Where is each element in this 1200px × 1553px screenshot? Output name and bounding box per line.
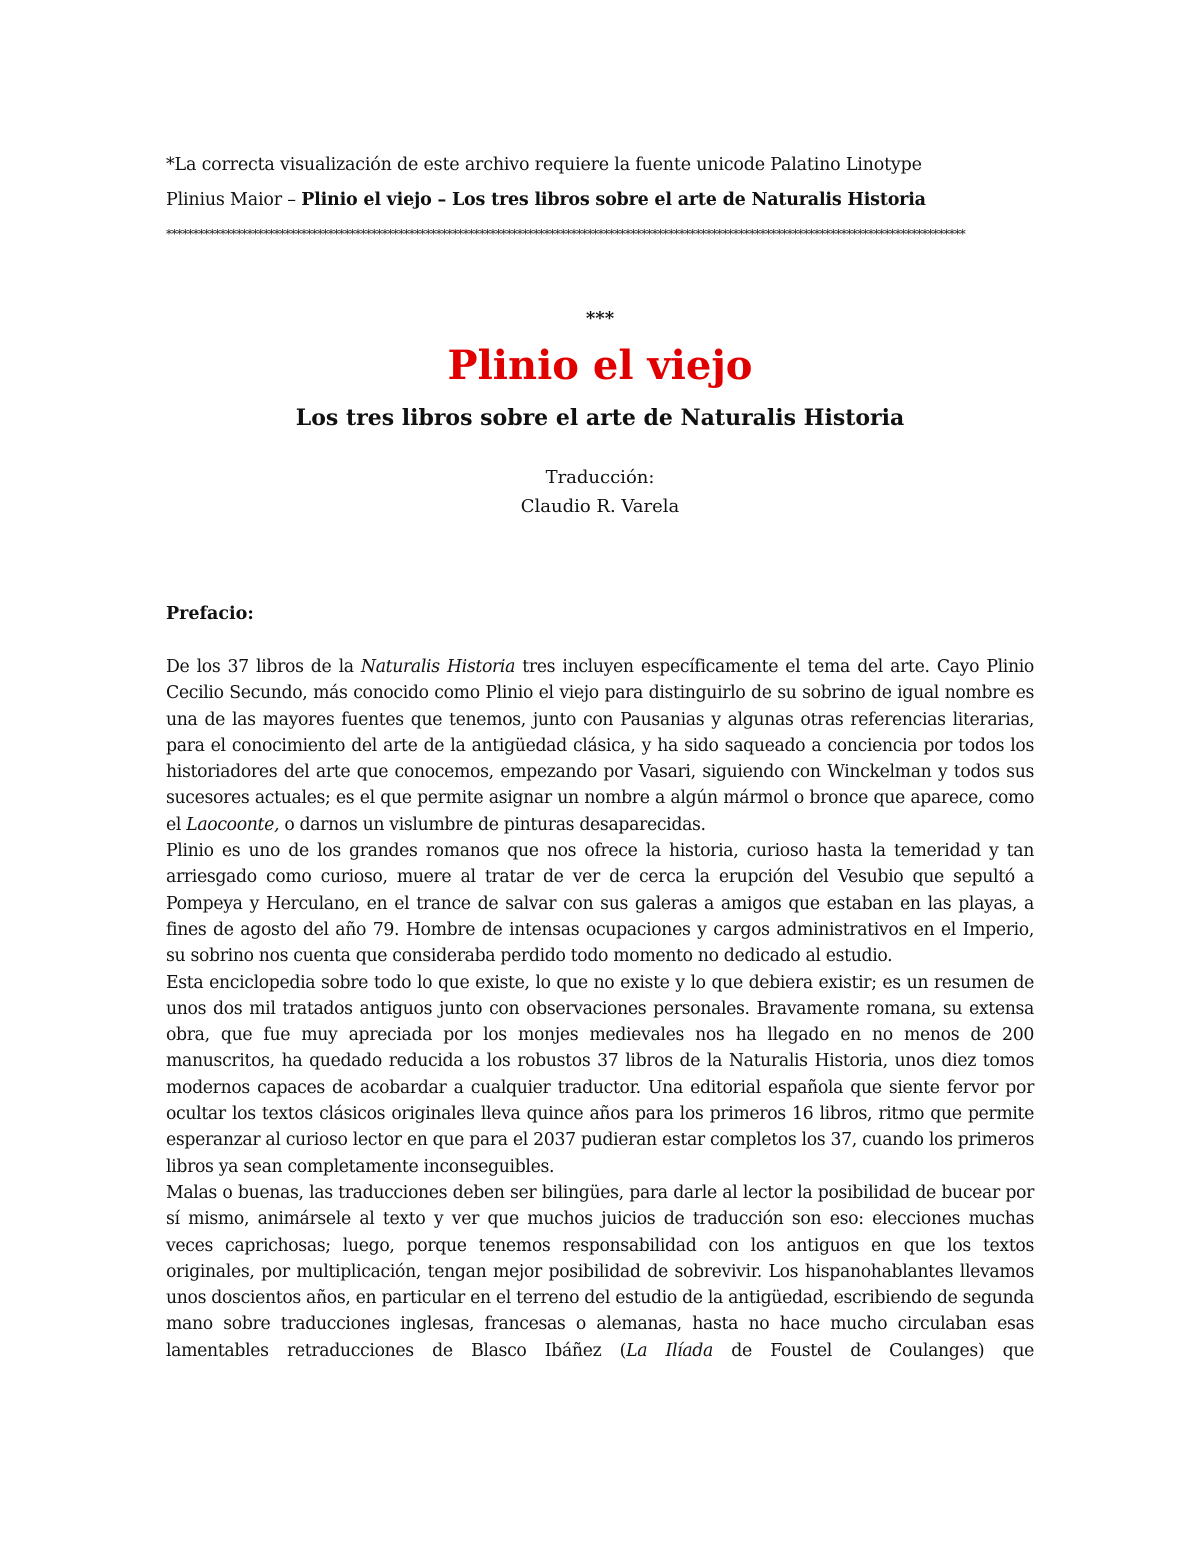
preface-paragraph [166, 838, 1034, 969]
translator-name: Claudio R. Varela [520, 496, 680, 517]
translation-label: Traducción: [545, 467, 655, 488]
italic-title-text: La Ilíada [626, 1340, 713, 1361]
paragraph-text: tres incluyen específicamente el tema del arte. Cayo Plinio Cecilio Secundo, más conocido como Plinio el viejo para distinguirlo de su sobrino de igual nombre es una de las mayores fuentes que tenemos, junto con Pausanias y algunas otras referencias literarias, para el conocimiento del arte de la antigüedad clásica, y ha sido saqueado a conciencia por todos los historiadores del arte que conocemos, empezando por Vasari, siguiendo con Winckelman y todos sus sucesores actuales; es el que permite asignar un nombre a algún mármol o bronce que aparece, como el [166, 657, 1034, 835]
document-title: Plinio el viejo [447, 342, 753, 389]
asterisk-divider: **************************************************************************************************************************************************** [166, 227, 966, 241]
preface-heading: Prefacio: [166, 604, 254, 624]
font-note: *La correcta visualización de este archivo requiere la fuente unicode Palatino Linotype [166, 155, 922, 175]
header-dash: – [281, 190, 302, 210]
section-separator: *** [585, 308, 615, 329]
paragraph-text: o darnos un vislumbre de pinturas desaparecidas. [279, 814, 706, 835]
header-subtitle: Los tres libros sobre el arte de Naturalis Historia [451, 190, 926, 210]
italic-title-text: Laocoonte, [186, 814, 280, 835]
paragraph-text: Plinio es uno de los grandes romanos que nos ofrece la historia, curioso hasta la temeridad y tan arriesgado como curioso, muere al tratar de ver de cerca la erupción del Vesubio que sepultó a Pompeya y Herculano, en el trance de salvar con sus galeras a amigos que estaban en las playas, a fines de agosto del año 79. Hombre de intensas ocupaciones y cargos administrativos en el Imperio, su sobrino nos cuenta que consideraba perdido todo momento no dedicado al estudio. [166, 841, 1034, 967]
preface-paragraph [166, 1180, 1034, 1364]
paragraph-text: Malas o buenas, las traducciones deben ser bilingües, para darle al lector la posibilidad de bucear por sí mismo, animársele al texto y ver que muchos juicios de traducción son eso: elecciones muchas veces caprichosas; luego, porque tenemos responsabilidad con los antiguos en que los textos originales, por multiplicación, tengan mejor posibilidad de sobrevivir. Los hispanohablantes llevamos unos doscientos años, en particular en el terreno del estudio de la antigüedad, escribiendo de segunda mano sobre traducciones inglesas, francesas o alemanas, hasta no hace mucho circulaban esas lamentables retraducciones de Blasco Ibáñez ( [166, 1182, 1034, 1361]
running-header [166, 188, 926, 212]
header-dash-bold: – [431, 190, 452, 210]
paragraph-text: Esta enciclopedia sobre todo lo que existe, lo que no existe y lo que debiera existir; es un resumen de unos dos mil tratados antiguos junto con observaciones personales. Bravamente romana, su extensa obra, que fue muy apreciada por los monjes medievales nos ha llegado en no menos de 200 manuscritos, ha quedado reducida a los robustos 37 libros de la Naturalis Historia, unos diez tomos modernos capaces de acobardar a cualquier traductor. Una editorial española que siente fervor por ocultar los textos clásicos originales lleva quince años para los primeros 16 libros, ritmo que permite esperanzar al curioso lector en que para el 2037 pudieran estar completos los 37, cuando los primeros libros ya sean completamente inconseguibles. [166, 972, 1034, 1177]
document-subtitle: Los tres libros sobre el arte de Naturalis Historia [295, 405, 905, 431]
italic-title-text: Naturalis Historia [360, 657, 516, 677]
document-page [166, 0, 1034, 1553]
paragraph-text: de Foustel de Coulanges) que [712, 1340, 1035, 1361]
preface-paragraph [166, 654, 1034, 838]
preface-body [166, 654, 1034, 1364]
header-author-latin: Plinius Maior [166, 190, 282, 210]
paragraph-text: De los 37 libros de la [166, 657, 361, 677]
header-title: Plinio el viejo [301, 190, 432, 210]
preface-paragraph [166, 970, 1034, 1180]
